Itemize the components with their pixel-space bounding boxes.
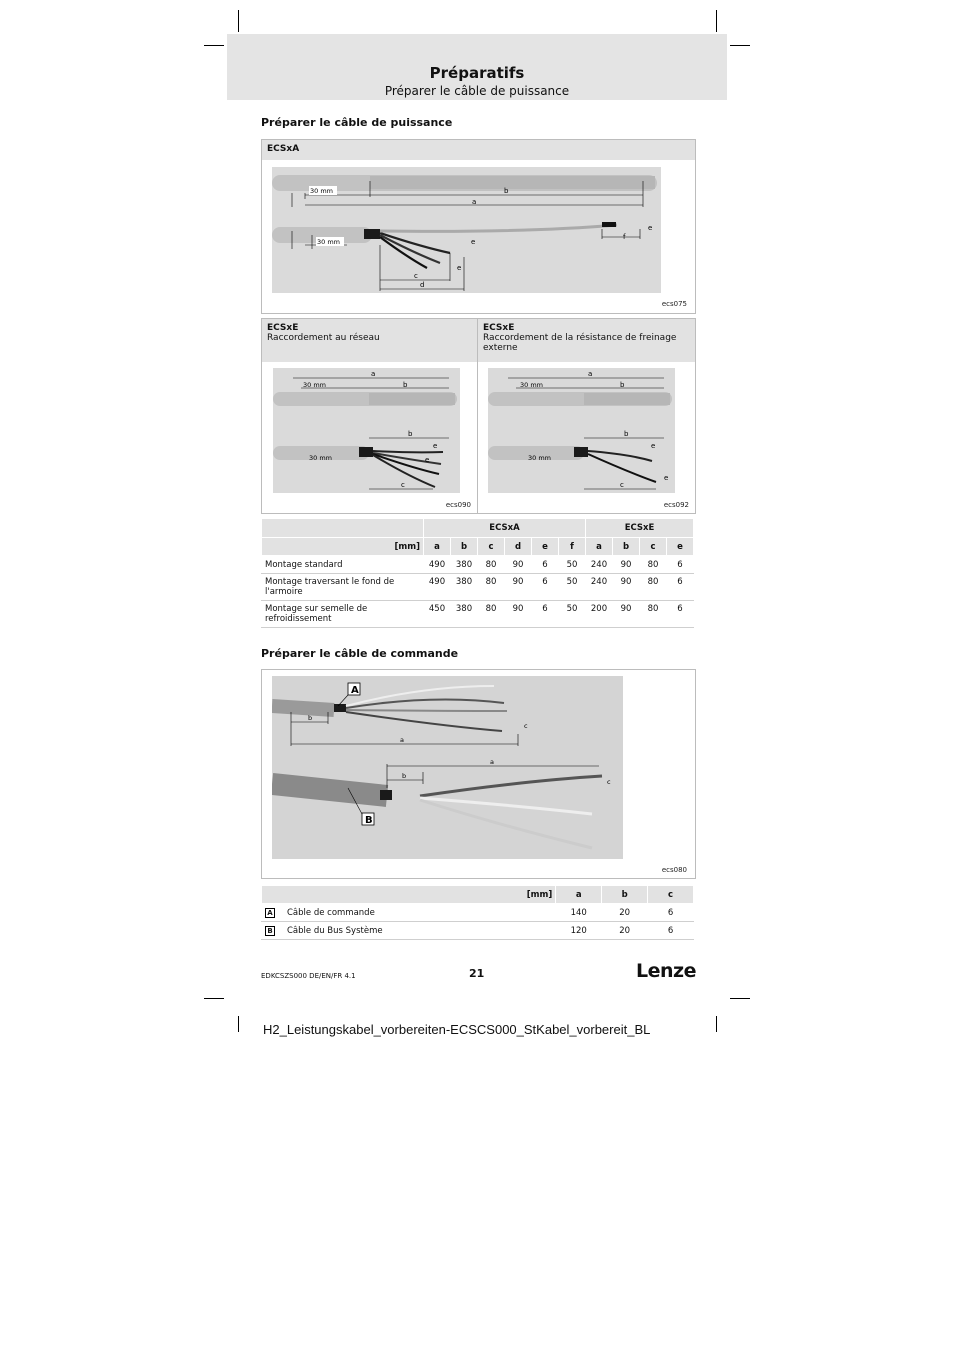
cell: 6 — [648, 904, 694, 922]
cell: 140 — [556, 904, 602, 922]
cable-photo — [273, 368, 460, 493]
cell: 80 — [640, 601, 667, 628]
panel-ecsxe-brake — [477, 318, 696, 514]
dim-label-e: e — [457, 264, 462, 272]
dim-label-a: a — [400, 736, 404, 744]
cell: 6 — [532, 601, 559, 628]
cell: 380 — [451, 601, 478, 628]
cell: 90 — [613, 601, 640, 628]
mark-a-label: A — [265, 908, 275, 918]
dim-label-b: b — [308, 714, 313, 722]
cell: 20 — [602, 922, 648, 940]
dim-label-a: a — [490, 758, 494, 766]
cell: 6 — [532, 574, 559, 601]
dim-label-d: d — [420, 281, 425, 289]
dim-label-b: b — [408, 430, 413, 438]
table-header-row — [262, 538, 694, 556]
cell: 6 — [667, 574, 694, 601]
dim-label-e: e — [425, 456, 430, 464]
table-row — [262, 556, 694, 574]
cable-photo — [272, 676, 623, 859]
table-row — [262, 922, 694, 940]
dim-label-30mm: 30 mm — [520, 381, 544, 389]
col-header: f — [559, 538, 586, 556]
cable-photo — [488, 368, 675, 493]
row-label: Montage standard — [262, 556, 424, 574]
doc-reference: EDKCSZS000 DE/EN/FR 4.1 — [261, 972, 356, 980]
cell: 50 — [559, 556, 586, 574]
cell: 90 — [505, 574, 532, 601]
unit-label: [mm] — [262, 886, 556, 904]
col-header: c — [640, 538, 667, 556]
dim-label-e: e — [651, 442, 656, 450]
crop-mark — [730, 998, 750, 999]
table-row — [262, 904, 694, 922]
dim-label-30mm: 30 mm — [309, 454, 333, 462]
dim-label-b: b — [620, 381, 625, 389]
crop-mark — [204, 45, 224, 46]
cell: 120 — [556, 922, 602, 940]
mark-b-label: B — [265, 926, 275, 936]
dim-label-30mm: 30 mm — [317, 238, 341, 246]
dimensions-table-control — [261, 885, 694, 940]
row-label: Câble de commande — [283, 904, 555, 922]
dim-label-c: c — [401, 481, 405, 489]
crop-mark — [716, 1016, 717, 1032]
panel-header — [478, 319, 695, 362]
group-ecsxa: ECSxA — [424, 519, 586, 538]
mark-a: A — [351, 685, 359, 696]
dim-label-e: e — [471, 238, 476, 246]
figure-code: ecs092 — [663, 501, 689, 509]
dim-label-30mm: 30 mm — [528, 454, 552, 462]
cell: 490 — [424, 574, 451, 601]
table-group-row — [262, 519, 694, 538]
cell: 50 — [559, 574, 586, 601]
panel-label: ECSxE — [483, 323, 515, 333]
dimensions-table-power — [261, 518, 694, 628]
col-header: a — [586, 538, 613, 556]
dim-label-30mm: 30 mm — [303, 381, 327, 389]
page-subtitle: Préparer le câble de puissance — [384, 84, 570, 98]
cell: 380 — [451, 574, 478, 601]
panel-control-cable — [261, 669, 696, 879]
dim-label-b: b — [403, 381, 408, 389]
panel-label: ECSxE — [267, 323, 299, 333]
unit-label: [mm] — [262, 538, 424, 556]
cable-illustration — [272, 167, 661, 293]
panel-label: ECSxA — [267, 144, 300, 154]
group-ecsxe: ECSxE — [586, 519, 694, 538]
dim-label-f: f — [623, 233, 626, 241]
col-header: a — [556, 886, 602, 904]
row-label: Montage traversant le fond de l'armoire — [262, 574, 424, 601]
dim-label-a: a — [371, 370, 376, 378]
cell: 490 — [424, 556, 451, 574]
col-header: e — [667, 538, 694, 556]
page-title: Préparatifs — [429, 64, 525, 82]
cell: 6 — [667, 601, 694, 628]
table-row — [262, 574, 694, 601]
crop-mark — [238, 10, 239, 32]
dim-label-a: a — [588, 370, 593, 378]
col-header: c — [478, 538, 505, 556]
dim-label-c: c — [620, 481, 624, 489]
figure-code: ecs075 — [661, 300, 687, 308]
cell: 6 — [667, 556, 694, 574]
file-slug: H2_Leistungskabel_vorbereiten-ECSCS000_StKabel_vorbereit_BL — [263, 1022, 651, 1037]
dim-label-e: e — [648, 224, 653, 232]
dim-label-b: b — [504, 187, 509, 195]
cell: 20 — [602, 904, 648, 922]
panel-header — [262, 319, 477, 362]
section-heading-power: Préparer le câble de puissance — [261, 116, 453, 129]
cell: 200 — [586, 601, 613, 628]
dim-label-a: a — [472, 198, 477, 206]
cell: 240 — [586, 556, 613, 574]
cell: 90 — [613, 556, 640, 574]
cell: 90 — [505, 601, 532, 628]
cable-illustration — [273, 368, 460, 493]
cell: 240 — [586, 574, 613, 601]
row-label: Câble du Bus Système — [283, 922, 555, 940]
cell: 6 — [648, 922, 694, 940]
cell: 80 — [478, 601, 505, 628]
panel-desc: Raccordement au réseau — [267, 333, 380, 343]
panel-header — [262, 140, 695, 160]
cell: 80 — [640, 574, 667, 601]
section-heading-control: Préparer le câble de commande — [261, 647, 459, 660]
crop-mark — [204, 998, 224, 999]
dim-label-c: c — [607, 778, 611, 786]
page-number: 21 — [469, 967, 485, 980]
cable-illustration — [488, 368, 675, 493]
mark-b: B — [365, 815, 373, 826]
figure-code: ecs090 — [445, 501, 471, 509]
table-header-row — [262, 886, 694, 904]
dim-label-e: e — [664, 474, 669, 482]
table-row — [262, 601, 694, 628]
dim-label-30mm: 30 mm — [310, 187, 334, 195]
col-header: d — [505, 538, 532, 556]
dim-label-b: b — [624, 430, 629, 438]
figure-code: ecs080 — [661, 866, 687, 874]
col-header: b — [602, 886, 648, 904]
cell: 450 — [424, 601, 451, 628]
lenze-logo: Lenze — [636, 960, 696, 982]
crop-mark — [716, 10, 717, 32]
dim-label-c: c — [524, 722, 528, 730]
col-header: b — [451, 538, 478, 556]
dim-label-c: c — [414, 272, 418, 280]
cell: 6 — [532, 556, 559, 574]
cell: 380 — [451, 556, 478, 574]
col-header: e — [532, 538, 559, 556]
cell: 80 — [478, 574, 505, 601]
crop-mark — [238, 1016, 239, 1032]
crop-mark — [730, 45, 750, 46]
panel-ecsxe-network — [261, 318, 478, 514]
dim-label-e: e — [433, 442, 438, 450]
col-header: a — [424, 538, 451, 556]
cell: 90 — [613, 574, 640, 601]
dim-label-b: b — [402, 772, 407, 780]
panel-desc: Raccordement de la résistance de freinage externe — [483, 333, 677, 353]
col-header: b — [613, 538, 640, 556]
cable-photo — [272, 167, 661, 293]
col-header: c — [648, 886, 694, 904]
cell: 80 — [478, 556, 505, 574]
cell: 90 — [505, 556, 532, 574]
cable-illustration — [272, 676, 623, 859]
cell: 50 — [559, 601, 586, 628]
row-label: Montage sur semelle de refroidissement — [262, 601, 424, 628]
cell: 80 — [640, 556, 667, 574]
panel-ecsxa — [261, 139, 696, 314]
